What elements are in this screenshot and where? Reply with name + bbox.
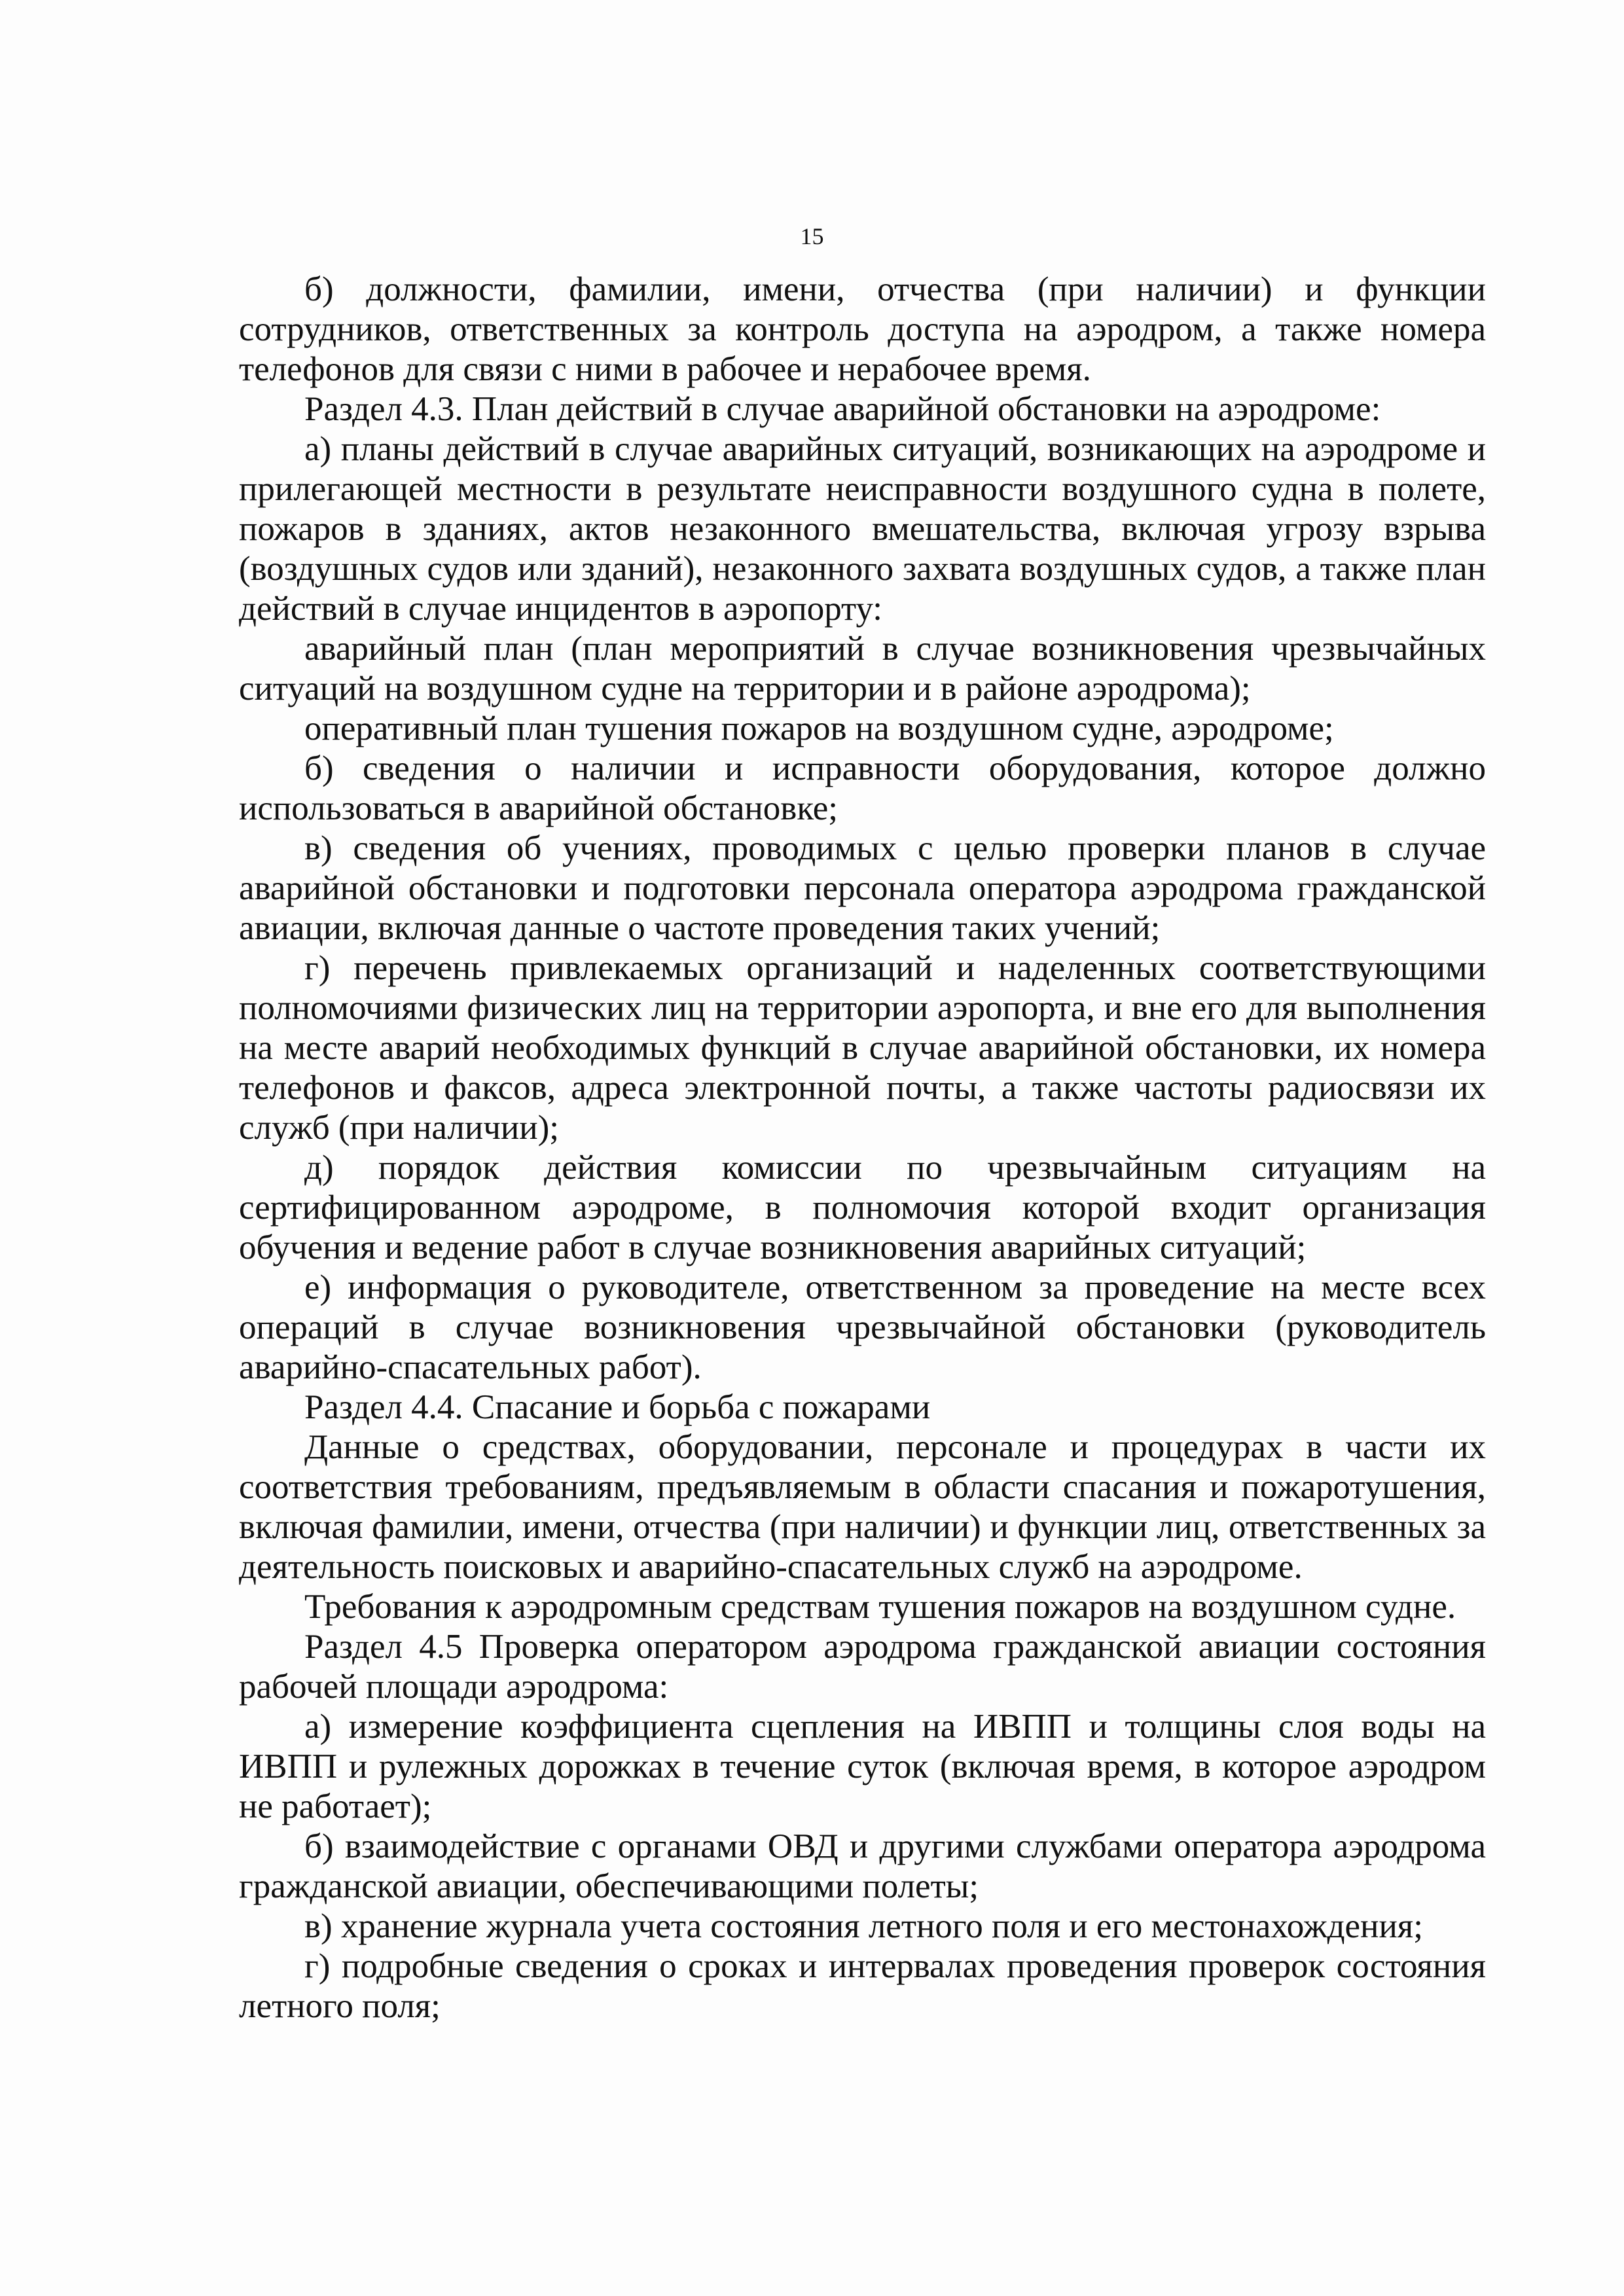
- paragraph-4-3-b: б) сведения о наличии и исправности оборудования, которое должно использоваться в аварийной обстановке;: [239, 749, 1486, 827]
- paragraph-4-4-requirements: Требования к аэродромным средствам тушения пожаров на воздушном судне.: [304, 1588, 1456, 1626]
- paragraph-section-4-2-b: б) должности, фамилии, имени, отчества (при наличии) и функции сотрудников, ответственных за контроль доступа на аэродром, а также номера телефонов для связи с ними в рабочее и нерабочее время.: [239, 270, 1486, 388]
- paragraph-4-3-v: в) сведения об учениях, проводимых с целью проверки планов в случае аварийной обстановки и подготовки персонала оператора аэродрома гражданской авиации, включая данные о частоте проведения таких учений;: [239, 829, 1486, 947]
- document-body: [239, 270, 1486, 2026]
- paragraph-4-3-a: а) планы действий в случае аварийных ситуаций, возникающих на аэродроме и прилегающей местности в результате неисправности воздушного судна в полете, пожаров в зданиях, актов незаконного вмешательства, включая угрозу взрыва (воздушных судов или зданий), незаконного захвата воздушных судов, а также план действий в случае инцидентов в аэропорту:: [239, 430, 1486, 628]
- paragraph-4-5-b: б) взаимодействие с органами ОВД и другими службами оператора аэродрома гражданской авиации, обеспечивающими полеты;: [239, 1827, 1486, 1905]
- paragraph-4-4-data: Данные о средствах, оборудовании, персонале и процедурах в части их соответствия требованиям, предъявляемым в области спасания и пожаротушения, включая фамилии, имени, отчества (при наличии) и функции лиц, ответственных за деятельность поисковых и аварийно-спасательных служб на аэродроме.: [239, 1428, 1486, 1586]
- paragraph-4-5-a: а) измерение коэффициента сцепления на ИВПП и толщины слоя воды на ИВПП и рулежных дорожках в течение суток (включая время, в которое аэродром не работает);: [239, 1708, 1486, 1825]
- paragraph-fire-plan: оперативный план тушения пожаров на воздушном судне, аэродроме;: [304, 709, 1334, 747]
- section-heading-4-5: Раздел 4.5 Проверка оператором аэродрома гражданской авиации состояния рабочей площади аэродрома:: [239, 1628, 1486, 1706]
- paragraph-emergency-plan: аварийный план (план мероприятий в случае возникновения чрезвычайных ситуаций на воздушном судне на территории и в районе аэродрома);: [239, 630, 1486, 708]
- section-heading-4-3: Раздел 4.3. План действий в случае аварийной обстановки на аэродроме:: [304, 390, 1381, 428]
- section-heading-4-4: Раздел 4.4. Спасание и борьба с пожарами: [304, 1388, 931, 1426]
- paragraph-4-3-g: г) перечень привлекаемых организаций и наделенных соответствующими полномочиями физических лиц на территории аэропорта, и вне его для выполнения на месте аварий необходимых функций в случае аварийной обстановки, их номера телефонов и факсов, адреса электронной почты, а также частоты радиосвязи их служб (при наличии);: [239, 949, 1486, 1147]
- paragraph-4-5-v: в) хранение журнала учета состояния летного поля и его местонахождения;: [304, 1907, 1423, 1945]
- page-number: 15: [800, 223, 824, 249]
- paragraph-4-3-d: д) порядок действия комиссии по чрезвычайным ситуациям на сертифицированном аэродроме, в полномочия которой входит организация обучения и ведение работ в случае возникновения аварийных ситуаций;: [239, 1149, 1486, 1266]
- paragraph-4-3-e: е) информация о руководителе, ответственном за проведение на месте всех операций в случае возникновения чрезвычайной обстановки (руководитель аварийно-спасательных работ).: [239, 1268, 1486, 1386]
- paragraph-4-5-g: г) подробные сведения о сроках и интервалах проведения проверок состояния летного поля;: [239, 1947, 1486, 2025]
